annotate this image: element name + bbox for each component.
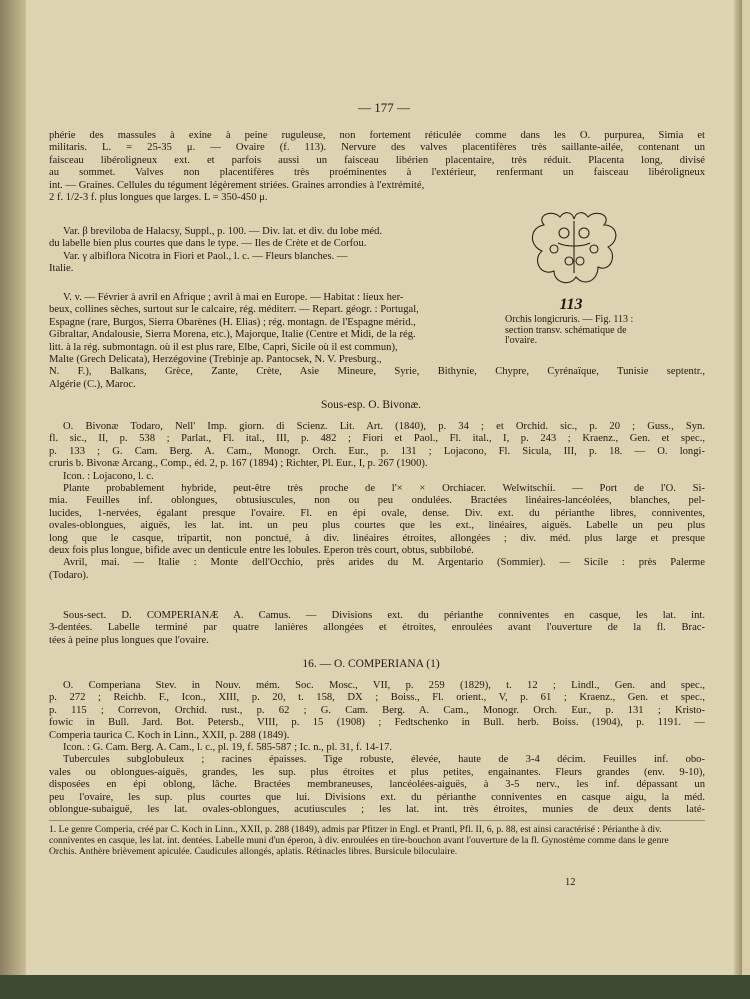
text-line: V. v. — Février à avril en Afrique ; avril à mai en Europe. — Habitat : lieux her- [63,292,404,303]
text-line: Var. β breviloba de Halacsy, Suppl., p. 100. — Div. lat. et div. du lobe méd. [63,226,383,237]
text-line: O. Bivonæ Todaro, Nell' Imp. giorn. di Scienz. Lit. Art. (1840), p. 34 ; et Orchid. sic., p. 20 ; Guss., Syn. [63,421,705,432]
text-line: faisceau libéroligneux ext. et parfois aussi un faisceau libérien placentaire, très réduit. Placenta long, divisé [49,154,705,166]
text-line: deux fois plus longue, bifide avec un denticule entre les lobules. Eperon très court, obtus, subbilobé. [49,544,474,556]
comperiana-paragraph [49,680,705,816]
text-line: peu l'ovaire, les sup. plus courtes que lui. Divisions ext. du périanthe conniventes en casque aigu, la méd. [49,791,705,803]
text-line: oblongue-subaiguë, les lat. ovales-oblongues, acutiuscules ; les lat. int. très étroites, munies de deux dents laté- [49,803,705,815]
varieties-paragraph [49,226,494,276]
text-line: lucides, 1-nervées, égalant presque l'ovaire. Fl. en épi ovale, dense. Div. ext. du périanthe libres, conniventes, [49,507,705,519]
text-line: ovales-oblongues, aiguës, les lat. int. un peu plus courtes que les ext., linéaires, aiguës. Labelle un peu plus [49,520,705,532]
text-line: Comperia taurica C. Koch in Linn., XXII, p. 288 (1849). [49,729,290,741]
text-line: Malte (Grech Delicata), Herzégovine (Trebinje ap. Pantocsek, N. V. Presburg., [49,354,382,366]
text-line: Italie. [49,263,74,275]
ovary-section-figure [514,203,634,298]
text-line: Tubercules subglobuleux ; racines épaisses. Tige robuste, élevée, haute de 3-4 décim. Feuilles inf. obo- [63,754,705,766]
text-line: fowic in Bull. Jard. Bot. Petersb., VIII, p. 15 (1908) ; Fedtschenko in Bull. herb. Boiss. (1904), p. 1191. — [49,717,705,729]
text-line: beux, collines sèches, surtout sur le calcaire, rég. méditerr. — Repart. géogr. : Portugal, [49,304,419,316]
book-spine-shadow [0,0,26,975]
text-line: tées à peine plus longues que l'ovaire. [49,634,209,646]
text-line: p. 272 ; Reichb. F., Icon., XIII, p. 20, t. 158, DX ; Boiss., Fl. orient., V, p. 61 ; Kraenz., Gen. et spec., [49,692,705,704]
bottom-border [0,975,750,999]
text-line: vales ou oblongues-aiguës, grandes, les sup. plus étroites et plus petites, engainantes. Fleurs grandes (env. 9-10), [49,766,705,778]
figure-number: 113 [559,296,583,313]
footnote-separator [49,820,705,821]
text-line: (Todaro). [49,569,89,581]
text-line: Sous-sect. D. COMPERIANÆ A. Camus. — Divisions ext. du périanthe conniventes en casque, les lat. int. [63,610,705,621]
text-line: Icon. : Lojacono, l. c. [63,470,154,482]
ovary-cross-section-drawing [514,203,634,293]
subspecies-heading: Sous-esp. O. Bivonæ. [321,399,421,411]
text-line: disposées en épi oblong, lâche. Bractées membraneuses, lancéolées-aiguës, à 3-5 nerv., les inf. dépassant un [49,779,705,791]
text-line: N. F.), Balkans, Grèce, Zante, Crète, Asie Mineure, Syrie, Bithynie, Chypre, Cyrénaïque, Tunisie septentr., [49,366,705,378]
text-line: long que le casque, tripartit, non ponctué, à div. linéaires étroites, allongées ; div. méd. plus large et presque [49,532,705,544]
text-line: Avril, mai. — Italie : Monte dell'Occhio, près arides du M. Argentario (Sommier). — Sicile : près Palerme [63,557,705,569]
figure-caption: Orchis longicruris. — Fig. 113 : section transv. schématique de l'ovaire. [505,314,634,347]
text-line: militaris. L. = 25-35 μ. — Ovaire (f. 113). Nervure des valves placentifères très saillante-ailée, contenant un [49,142,705,154]
text-line: int. — Graines. Cellules du tégument légèrement striées. Graines arrondies à l'extrémité, [49,179,425,191]
text-line: litt. à la rég. submontagn. où il est plus rare, Elbe, Capri, Sicile où il est commun), [49,341,398,353]
text-line: Plante probablement hybride, peut-être très proche de l'× × Orchiacer. Welwitschii. — Port de l'O. Si- [63,482,705,494]
text-line: p. 115 ; Correvon, Orchid. rust., p. 62 ; G. Cam. Berg. A. Cam., Monogr. Orch. Eur., p. 131 ; Kristo- [49,704,705,716]
text-line: Algérie (C.), Maroc. [49,378,136,390]
text-line: Gibraltar, Andalousie, Sierra Morena, etc.), Majorque, Italie (Centre et Midi, de la rég. [49,329,416,341]
species-heading: 16. — O. COMPERIANA (1) [302,658,440,670]
text-line: phérie des massules à exine à peine ruguleuse, non fortement réticulée comme dans les O. purpurea, Simia et [49,130,705,141]
page-number: — 177 — [358,100,410,115]
footnote: 1. Le genre Comperia, créé par C. Koch in Linn., XXII, p. 288 (1849), admis par Pfitzer in Engl. et Prantl, Pfl. II, 6, p. 88, est ainsi caractérisé : Périanthe à div. conniventes en casque, les lat. int. dentées. Labelle muni d'un éperon, à div. enroulées en tire-bouchon avant l'ouverture de la fl. Gynostème comme dans le genre Orchis. Anthère brièvement apiculée. Caudicules allongés, aplatis. Rétinacles libres. Bursicule biloculaire. [49,824,669,858]
text-line: au sommet. Valves non placentifères très proéminentes à l'extérieur, renfermant un faisceau libéroligneux [49,167,705,179]
text-line: Var. γ albiflora Nicotra in Fiori et Paol., l. c. — Fleurs blanches. — [63,250,348,262]
text-line: 3-dentées. Labelle terminé par quatre lanières allongées et étroites, enroulées avant l'ouverture de la fl. Brac- [49,622,705,634]
text-line: Espagne (rare, Burgos, Sierra Obarènes (H. Elias) ; rég. montagn. de l'Espagne mérid., [49,316,416,328]
top-paragraph [49,130,705,204]
text-line: fl. sic., II, p. 538 ; Parlat., Fl. ital., III, p. 482 ; Fiori et Paol., Fl. ital., I, p. 243 ; Kraenz., Gen. et spec., [49,433,705,445]
subsection-paragraph [49,610,705,647]
text-line: mia. Feuilles inf. oblongues, obtusiuscules, non ou peu ondulées. Bractées linéaires-lancéolées, blanches, pel- [49,495,705,507]
text-line: 2 f. 1/2-3 f. plus longues que larges. L = 350-450 μ. [49,191,268,203]
signature-mark: 12 [565,877,576,888]
text-line: p. 133 ; G. Cam. Berg. A. Cam., Monogr. Orch. Eur., p. 131 ; Lojacono, Fl. Sicula, III, p. 18. — O. longi- [49,445,705,457]
book-page [26,0,742,975]
text-line: du labelle bien plus courtes que dans le type. — Iles de Crète et de Corfou. [49,238,367,250]
text-line: cruris b. Bivonæ Arcang., Comp., éd. 2, p. 167 (1894) ; Richter, Pl. Eur., I, p. 267 (1900). [49,458,428,470]
text-line: Icon. : G. Cam. Berg. A. Cam., l. c., pl. 19, f. 585-587 ; Ic. n., pl. 31, f. 14-17. [63,741,393,753]
text-line: O. Comperiana Stev. in Nouv. mém. Soc. Mosc., VII, p. 259 (1829), t. 12 ; Lindl., Gen. and spec., [63,680,705,691]
page-edge [734,0,742,975]
bivonae-paragraph [49,421,705,582]
